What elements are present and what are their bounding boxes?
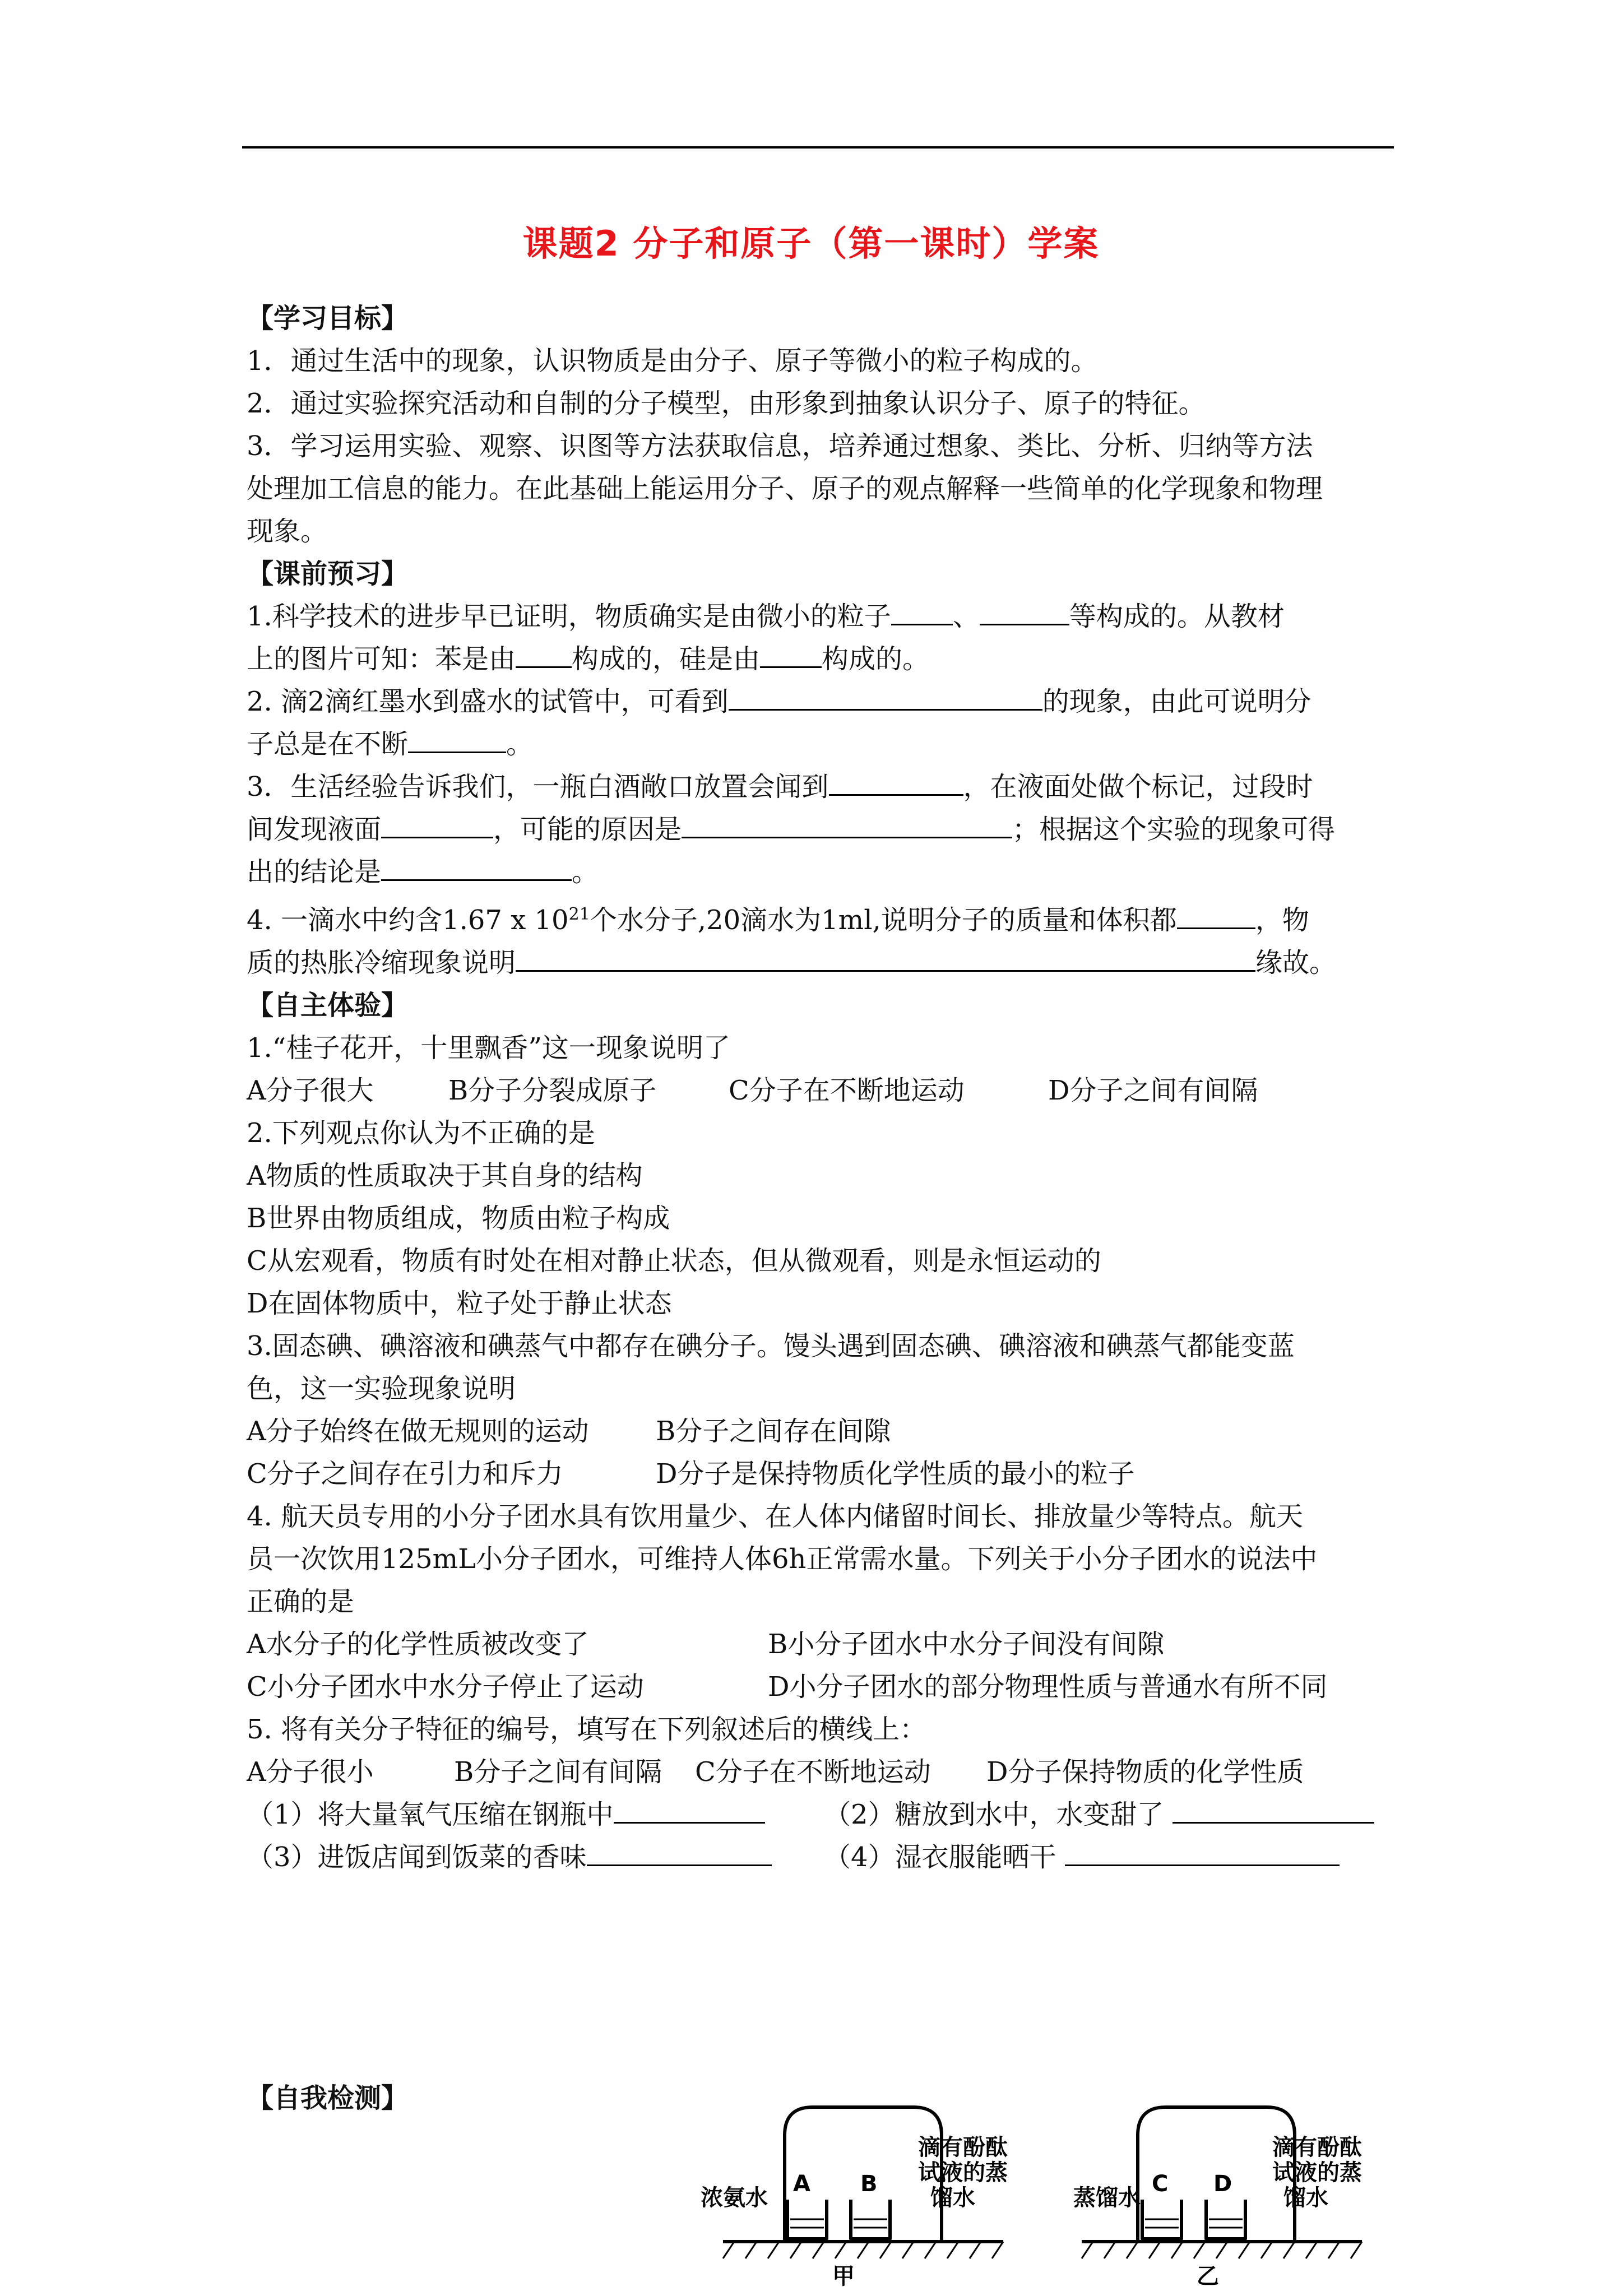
practice-q2: 2.下列观点你认为不正确的是 [247, 1117, 595, 1149]
practice-q1-options [247, 1069, 1396, 1112]
text: ，可能的原因是 [493, 814, 682, 845]
answer-blank[interactable] [381, 810, 493, 838]
answer-blank[interactable] [682, 810, 1012, 838]
objective-1: 1．通过生活中的现象，认识物质是由分子、原子等微小的粒子构成的。 [247, 345, 1098, 377]
answer-blank[interactable] [1177, 901, 1255, 929]
label-b: B [860, 2171, 878, 2197]
option-d: D分子保持物质的化学性质 [986, 1756, 1304, 1788]
text: 的现象，由此可说明分 [1042, 686, 1311, 717]
option-c[interactable]: C从宏观看，物质有时处在相对静止状态，但从微观看，则是永恒运动的 [247, 1245, 1101, 1277]
practice-q3-options-ab [247, 1410, 1396, 1453]
label-jia: 甲 [832, 2263, 855, 2289]
text: 上的图片可知：苯是由 [247, 643, 516, 675]
option-a[interactable]: A水分子的化学性质被改变了 [247, 1629, 589, 1660]
label-phenolphthalein-r1: 滴有酚酞 [1272, 2135, 1362, 2160]
answer-blank[interactable] [760, 639, 822, 668]
label-c: C [1152, 2171, 1169, 2197]
document-body [247, 297, 1396, 1878]
text: ；根据这个实验的现象可得 [1012, 814, 1336, 845]
subquestion-4 [824, 1836, 1401, 1878]
preview-q3 [247, 766, 1396, 808]
practice-q5: 5. 将有关分子特征的编号，填写在下列叙述后的横线上： [247, 1714, 927, 1745]
label-d: D [1213, 2171, 1232, 2197]
answer-blank[interactable] [1065, 1838, 1340, 1866]
option-a: A分子很小 [247, 1756, 374, 1788]
preview-q1-cont [247, 638, 1396, 680]
text: 间发现液面 [247, 814, 382, 845]
objective-3-cont: 处理加工信息的能力。在此基础上能运用分子、原子的观点解释一些简单的化学现象和物理 [247, 473, 1323, 504]
text: 、 [952, 601, 980, 632]
preview-q4 [247, 893, 1396, 941]
section-heading-objectives: 【学习目标】 [247, 303, 409, 334]
option-b[interactable]: B分子分裂成原子 [448, 1075, 657, 1106]
text: 子总是在不断 [247, 729, 409, 760]
objective-3-end: 现象。 [247, 516, 328, 547]
option-d[interactable]: D小分子团水的部分物理性质与普通水有所不同 [768, 1671, 1328, 1703]
practice-q4-options-ab [247, 1623, 1396, 1666]
text: ，在液面处做个标记，过段时 [963, 771, 1313, 803]
preview-q2-cont [247, 723, 1396, 766]
text: （3）进饭店闻到饭菜的香味 [247, 1842, 587, 1873]
preview-q4-cont [247, 941, 1396, 984]
practice-q4: 4. 航天员专用的小分子团水具有饮用量少、在人体内储留时间长、排放量少等特点。航天 [247, 1501, 1304, 1532]
option-b[interactable]: B世界由物质组成，物质由粒子构成 [247, 1203, 670, 1234]
preview-q2 [247, 680, 1396, 723]
subquestion-1 [247, 1793, 824, 1836]
practice-q5-subs-34 [247, 1836, 1396, 1878]
text: 个水分子,20滴水为1ml,说明分子的质量和体积都 [590, 905, 1177, 936]
text: 质的热胀冷缩现象说明 [247, 947, 516, 978]
objective-2: 2．通过实验探究活动和自制的分子模型，由形象到抽象认识分子、原子的特征。 [247, 388, 1206, 419]
label-phenolphthalein-2: 试液的蒸 [918, 2160, 1008, 2186]
practice-q5-subs-12 [247, 1793, 1396, 1836]
preview-q3-cont [247, 808, 1396, 851]
option-d[interactable]: D分子之间有间隔 [1048, 1075, 1258, 1106]
label-phenolphthalein-3: 馏水 [930, 2185, 975, 2211]
label-a: A [793, 2171, 810, 2197]
text: 构成的。 [822, 643, 930, 675]
answer-blank[interactable] [829, 767, 963, 796]
experiment-diagram [689, 2074, 1396, 2294]
answer-blank[interactable] [980, 597, 1069, 625]
text: 。 [506, 729, 534, 760]
answer-blank[interactable] [587, 1838, 772, 1866]
section-heading-selftest: 【自我检测】 [247, 2082, 409, 2114]
label-distilled-water: 蒸馏水 [1073, 2185, 1141, 2211]
exponent: 21 [568, 905, 590, 924]
option-a[interactable]: A分子很大 [247, 1075, 374, 1106]
option-a[interactable]: A物质的性质取决于其自身的结构 [247, 1160, 643, 1191]
practice-q3-options-cd [247, 1453, 1396, 1495]
answer-blank[interactable] [516, 639, 572, 668]
practice-q3-cont: 色，这一实验现象说明 [247, 1373, 516, 1404]
option-b[interactable]: B小分子团水中水分子间没有间隙 [768, 1629, 1165, 1660]
option-b: B分子之间有间隔 [454, 1756, 662, 1788]
text: 。 [572, 856, 599, 888]
text: 构成的，硅是由 [572, 643, 761, 675]
text: 出的结论是 [247, 856, 382, 888]
preview-q3-end [247, 851, 1396, 893]
text: 2. 滴2滴红墨水到盛水的试管中，可看到 [247, 686, 729, 717]
text: （4）湿衣服能晒干 [824, 1842, 1056, 1873]
option-c[interactable]: C分子之间存在引力和斥力 [247, 1458, 563, 1490]
text: 缘故。 [1255, 947, 1337, 978]
answer-blank[interactable] [516, 943, 1255, 972]
answer-blank[interactable] [614, 1795, 765, 1824]
option-c[interactable]: C分子在不断地运动 [729, 1075, 965, 1106]
preview-q1 [247, 595, 1396, 638]
text: （1）将大量氧气压缩在钢瓶中 [247, 1799, 614, 1830]
text: 1.科学技术的进步早已证明，物质确实是由微小的粒子 [247, 601, 891, 632]
answer-blank[interactable] [381, 852, 572, 881]
text: 4. 一滴水中约含1.67 x 10 [247, 905, 569, 936]
label-phenolphthalein-r2: 试液的蒸 [1272, 2160, 1362, 2186]
text: 等构成的。从教材 [1069, 601, 1285, 632]
text: 3．生活经验告诉我们，一瓶白酒敞口放置会闻到 [247, 771, 829, 803]
answer-blank[interactable] [729, 682, 1042, 711]
option-c: C分子在不断地运动 [695, 1756, 931, 1788]
option-a[interactable]: A分子始终在做无规则的运动 [247, 1416, 589, 1447]
practice-q4-cont: 员一次饮用125mL小分子团水，可维持人体6h正常需水量。下列关于小分子团水的说法中 [247, 1543, 1318, 1575]
answer-blank[interactable] [1173, 1795, 1374, 1824]
header-rule [242, 146, 1394, 149]
objective-3: 3．学习运用实验、观察、识图等方法获取信息，培养通过想象、类比、分析、归纳等方法 [247, 430, 1313, 462]
label-phenolphthalein-1: 滴有酚酞 [918, 2135, 1008, 2160]
subquestion-3 [247, 1836, 824, 1878]
label-yi: 乙 [1197, 2263, 1219, 2289]
section-heading-preview: 【课前预习】 [247, 558, 409, 590]
practice-q4-options-cd [247, 1666, 1396, 1708]
answer-blank[interactable] [408, 725, 506, 753]
subquestion-2 [824, 1793, 1401, 1836]
answer-blank[interactable] [891, 597, 953, 625]
label-concentrated-ammonia: 浓氨水 [701, 2185, 768, 2211]
text: ，物 [1255, 905, 1309, 936]
practice-q1: 1.“桂子花开，十里飘香”这一现象说明了 [247, 1032, 730, 1064]
option-d[interactable]: D在固体物质中，粒子处于静止状态 [247, 1288, 672, 1319]
page-title: 课题2 分子和原子（第一课时）学案 [522, 223, 1100, 264]
option-c[interactable]: C小分子团水中水分子停止了运动 [247, 1671, 644, 1703]
option-b[interactable]: B分子之间存在间隙 [656, 1416, 891, 1447]
practice-q5-options [247, 1751, 1396, 1793]
option-d[interactable]: D分子是保持物质化学性质的最小的粒子 [656, 1458, 1135, 1490]
practice-q4-end: 正确的是 [247, 1586, 355, 1617]
practice-q3: 3.固态碘、碘溶液和碘蒸气中都存在碘分子。馒头遇到固态碘、碘溶液和碘蒸气都能变蓝 [247, 1330, 1295, 1362]
label-phenolphthalein-r3: 馏水 [1283, 2185, 1328, 2211]
text: （2）糖放到水中，水变甜了 [824, 1799, 1164, 1830]
section-heading-practice: 【自主体验】 [247, 990, 409, 1021]
experiment-figure [689, 2074, 1396, 2294]
